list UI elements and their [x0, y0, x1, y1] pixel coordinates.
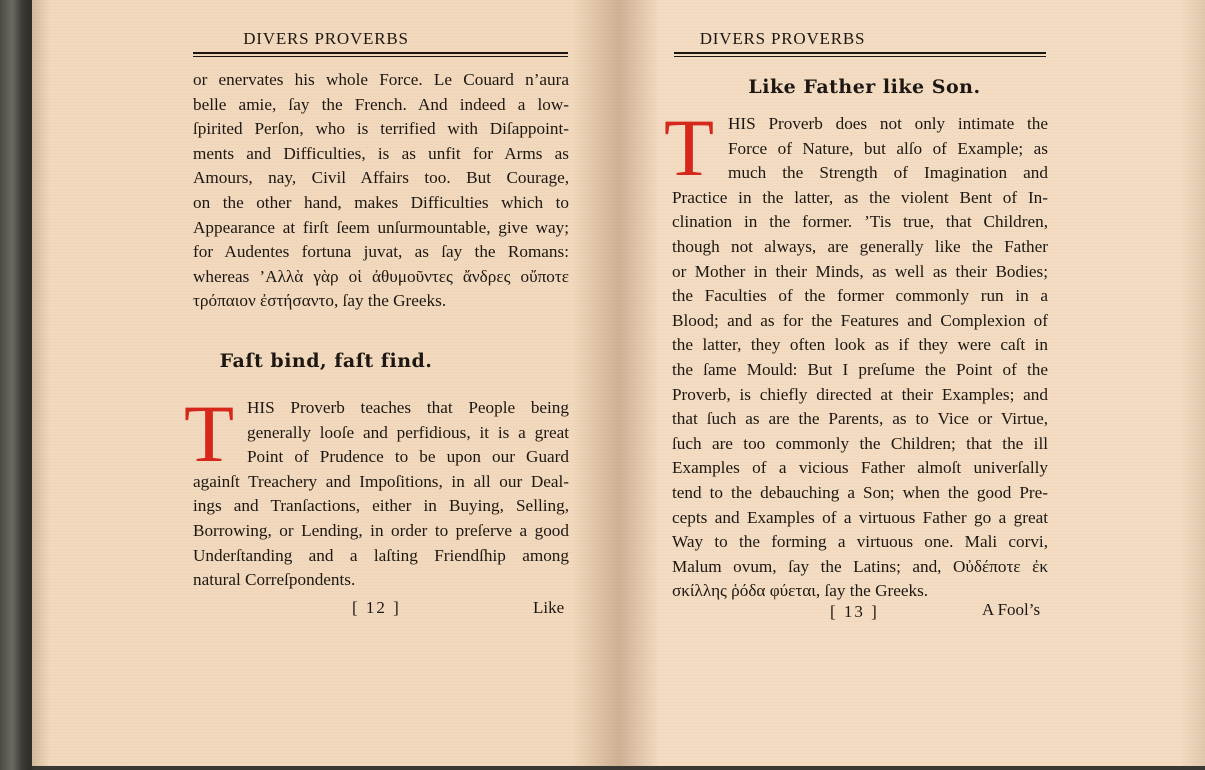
text-line: generally looſe and perfidious, it is a great: [247, 422, 569, 442]
catchword: A Fool’s: [982, 600, 1041, 619]
running-head: DIVERS PROVERBS: [243, 29, 409, 48]
text-line: HIS Proverb teaches that People being: [247, 398, 569, 417]
header-rule: [193, 52, 568, 57]
text-line: though not always, are generally like the Father: [672, 236, 1048, 256]
text-line: tend to the debauching a Son; when the good Pre-: [672, 482, 1048, 502]
text-line: HIS Proverb does not only intimate the: [728, 114, 1048, 133]
drop-cap: T: [184, 388, 235, 479]
text-line: Blood; and as for the Features and Complexion of: [672, 310, 1048, 330]
text-line: τρόπαιον ἐστήσαντο, ſay the Greeks.: [193, 291, 447, 311]
text-line: Underſtanding and a laſting Friendſhip among: [193, 545, 569, 565]
text-line: ments and Difficulties, is as unfit for Arms as: [193, 143, 569, 163]
text-line: ſpirited Perſon, who is terrified with Diſappoint-: [193, 119, 569, 139]
text-line: againſt Treachery and Impoſitions, in all our Deal-: [193, 471, 569, 491]
text-line: Force of Nature, but alſo of Example; as: [728, 138, 1048, 158]
text-line: whereas ’Αλλὰ γὰρ οἱ ἀθυμοῦντες ἄνδρες οὔποτε: [193, 266, 569, 286]
section-title: Faſt bind, faſt find.: [219, 350, 433, 372]
text-line: belle amie, ſay the French. And indeed a low-: [193, 94, 569, 114]
text-line: ſuch are too commonly the Children; that the ill: [672, 433, 1048, 453]
section-paragraph: [193, 396, 569, 593]
text-line: for Audentes fortuna juvat, as ſay the Romans:: [193, 242, 569, 262]
text-line: the latter, they often look as if they were caſt in: [672, 335, 1048, 355]
running-head: DIVERS PROVERBS: [699, 29, 866, 48]
catchword: Like: [533, 598, 565, 617]
page-number: [ 12 ]: [352, 598, 401, 617]
continuation-paragraph: [193, 68, 569, 314]
right-page: [620, 0, 1205, 766]
text-line: Point of Prudence to be upon our Guard: [247, 447, 569, 467]
page-number: [ 13 ]: [830, 602, 879, 621]
text-line: the Faculties of the former commonly run in a: [672, 286, 1048, 306]
text-line: on the other hand, makes Difficulties which to: [193, 192, 569, 212]
drop-cap: T: [664, 102, 715, 193]
text-line: Practice in the latter, as the violent Bent of In-: [672, 187, 1048, 207]
text-line: ings and Tranſactions, either in Buying, Selling,: [193, 496, 569, 516]
text-line: or enervates his whole Force. Le Couard n’aura: [193, 70, 569, 89]
text-line: cepts and Examples of a virtuous Father go a great: [672, 507, 1048, 527]
text-line: Malum ovum, ſay the Latins; and, Οὐδέποτε ἐκ: [672, 556, 1048, 576]
header-rule: [674, 52, 1046, 57]
text-line: Amours, nay, Civil Affairs too. But Courage,: [193, 168, 569, 188]
text-line: Examples of a vicious Father almoſt univerſally: [672, 458, 1048, 478]
text-line: the ſame Mould: But I preſume the Point of the: [672, 359, 1048, 379]
section-title: Like Father like Son.: [748, 76, 981, 98]
text-line: Borrowing, or Lending, in order to preſerve a good: [193, 520, 569, 540]
left-page: [32, 0, 620, 766]
text-line: that ſuch as are the Parents, as to Vice or Virtue,: [672, 409, 1048, 429]
text-line: much the Strength of Imagination and: [728, 163, 1048, 183]
text-line: Way to the forming a virtuous one. Mali corvi,: [672, 532, 1048, 552]
text-line: Proverb, is chiefly directed at their Examples; and: [672, 384, 1048, 404]
section-paragraph: [672, 112, 1048, 604]
text-line: clination in the former. ’Tis true, that Children,: [672, 212, 1048, 232]
text-line: or Mother in their Minds, as well as their Bodies;: [672, 261, 1048, 281]
text-line: natural Correſpondents.: [193, 570, 356, 590]
text-line: σκίλλης ῥόδα φύεται, ſay the Greeks.: [672, 581, 929, 601]
text-line: Appearance at firſt ſeem unſurmountable, give way;: [193, 217, 569, 237]
